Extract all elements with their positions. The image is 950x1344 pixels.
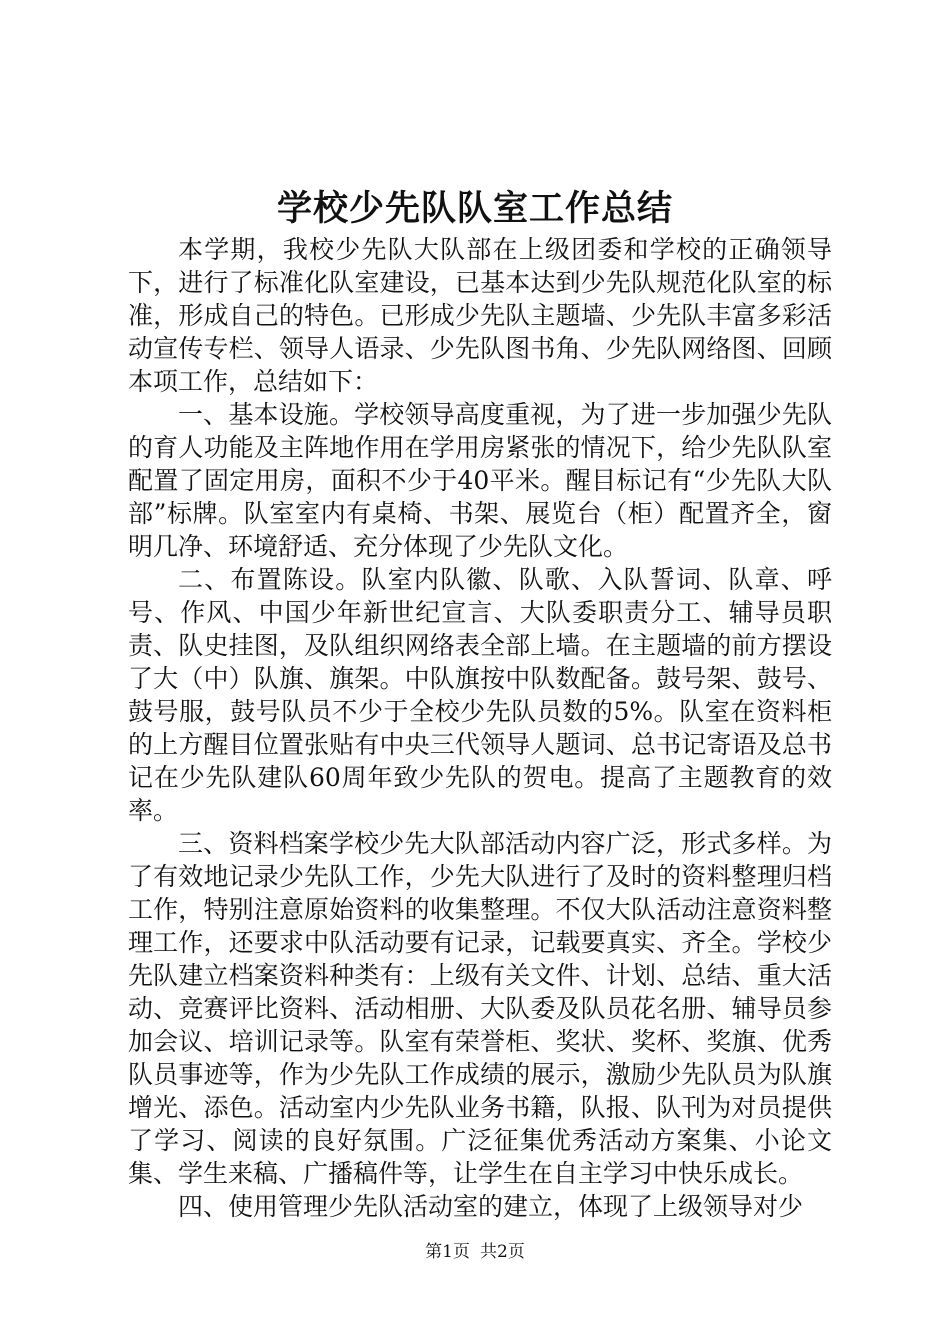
paragraph-basic-facilities: 一、基本设施。学校领导高度重视，为了进一步加强少先队的育人功能及主阵地作用在学用房紧张的情况下，给少先队队室配置了固定用房，面积不少于40平米。醒目标记有“少先队大队部”标牌。队室室内有桌椅、书架、展览台（柜）配置齐全，窗明几净、环境舒适、充分体现了少先队文化。 <box>128 400 832 561</box>
paragraph-usage-management: 四、使用管理少先队活动室的建立，体现了上级领导对少 <box>178 1192 804 1221</box>
paragraph-archives: 三、资料档案学校少先大队部活动内容广泛，形式多样。为了有效地记录少先队工作，少先大队进行了及时的资料整理归档工作，特别注意原始资料的收集整理。不仅大队活动注意资料整理工作，还要求中队活动要有记录，记载要真实、齐全。学校少先队建立档案资料种类有：上级有关文件、计划、总结、重大活动、竞赛评比资料、活动相册、大队委及队员花名册、辅导员参加会议、培训记录等。队室有荣誉柜、奖状、奖杯、奖旗、优秀队员事迹等，作为少先队工作成绩的展示，激励少先队员为队旗增光、添色。活动室内少先队业务书籍，队报、队刊为对员提供了学习、阅读的良好氛围。广泛征集优秀活动方案集、小论文集、学生来稿、广播稿件等，让学生在自主学习中快乐成长。 <box>128 829 832 1188</box>
paragraph-intro: 本学期，我校少先队大队部在上级团委和学校的正确领导下，进行了标准化队室建设，已基本达到少先队规范化队室的标准，形成自己的特色。已形成少先队主题墙、少先队丰富多彩活动宣传专栏、领导人语录、少先队图书角、少先队网络图、回顾本项工作，总结如下： <box>128 235 832 396</box>
document-body <box>128 233 832 1223</box>
page-number-current: 第1页 <box>425 1242 470 1262</box>
page-footer <box>0 1240 950 1264</box>
page-number-total: 共2页 <box>480 1242 525 1262</box>
paragraph-layout-furnishing: 二、布置陈设。队室内队徽、队歌、入队誓词、队章、呼号、作风、中国少年新世纪宣言、大队委职责分工、辅导员职责、队史挂图，及队组织网络表全部上墙。在主题墙的前方摆设了大（中）队旗、旗架。中队旗按中队数配备。鼓号架、鼓号、鼓号服，鼓号队员不少于全校少先队员数的5%。队室在资料柜的上方醒目位置张贴有中央三代领导人题词、总书记寄语及总书记在少先队建队60周年致少先队的贺电。提高了主题教育的效率。 <box>128 565 832 825</box>
document-title: 学校少先队队室工作总结 <box>276 188 673 229</box>
